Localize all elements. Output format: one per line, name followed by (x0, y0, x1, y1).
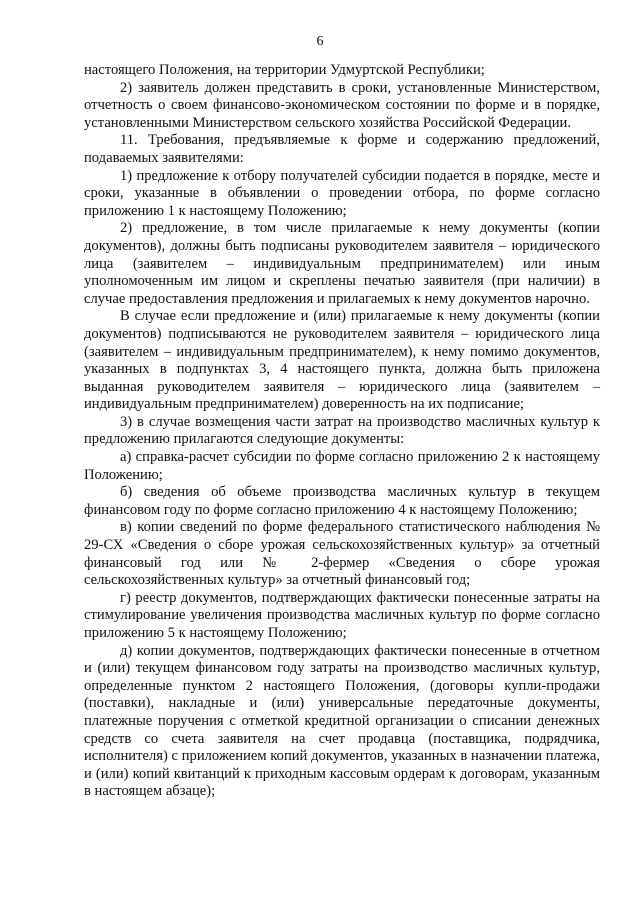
paragraph: в) копии сведений по форме федерального статистического наблюдения № 29-СХ «Сведения о сборе урожая сельскохозяйственных культур» за отчетный финансовый год или № 2-фермер «Сведения о сборе урожая сельскохозяйственных культур» за отчетный финансовый год; (84, 519, 600, 589)
paragraph: д) копии документов, подтверждающих фактически понесенные в отчетном и (или) текущем финансовом году затраты на производство масличных культур, определенные пунктом 2 настоящего Положения, (договоры купли-продажи (поставки), накладные и (или) универсальные передаточные документы, платежные поручения с отметкой кредитной организации о списании денежных средств со счета заявителя на счет продавца (поставщика, подрядчика, исполнителя) с приложением копий документов, указанных в назначении платежа, и (или) копий квитанций к приходным кассовым ордерам к договорам, указанным в настоящем абзаце); (84, 642, 600, 800)
page-number: 6 (316, 34, 324, 49)
paragraph: настоящего Положения, на территории Удмуртской Республики; (84, 62, 485, 78)
paragraph: В случае если предложение и (или) прилагаемые к нему документы (копии документов) подписываются не руководителем заявителя – юридического лица (заявителем – индивидуальным предпринимателем), к нему помимо документов, указанных в подпунктах 3, 4 настоящего пункта, должна быть приложена выданная руководителем заявителя – юридического лица (заявителем – индивидуальным предпринимателем) доверенность на их подписание; (84, 308, 600, 413)
paragraph: 11. Требования, предъявляемые к форме и содержанию предложений, подаваемых заявителями: (84, 132, 600, 166)
paragraph: а) справка-расчет субсидии по форме согласно приложению 2 к настоящему Положению; (84, 449, 600, 483)
paragraph: 2) заявитель должен представить в сроки, установленные Министерством, отчетность о своем финансово-экономическом состоянии по форме и в порядке, установленными Министерством сельского хозяйства Российской Федерации. (84, 79, 600, 131)
paragraph: б) сведения об объеме производства масличных культур в текущем финансовом году по форме согласно приложению 4 к настоящему Положению; (84, 484, 600, 518)
paragraph: г) реестр документов, подтверждающих фактически понесенные затраты на стимулирование увеличения производства масличных культур по форме согласно приложению 5 к настоящему Положению; (84, 589, 600, 641)
paragraph: 2) предложение, в том числе прилагаемые к нему документы (копии документов), должны быть подписаны руководителем заявителя – юридического лица (заявителем – индивидуальным предпринимателем) или иным уполномоченным им лицом и скреплены печатью заявителя (при наличии) в случае предоставления предложения и прилагаемых к нему документов нарочно. (84, 220, 600, 307)
paragraph: 3) в случае возмещения части затрат на производство масличных культур к предложению прилагаются следующие документы: (84, 413, 600, 448)
paragraph: 1) предложение к отбору получателей субсидии подается в порядке, месте и сроки, указанные в объявлении о проведении отбора, по форме согласно приложению 1 к настоящему Положению; (84, 167, 600, 219)
document-body (84, 62, 600, 801)
